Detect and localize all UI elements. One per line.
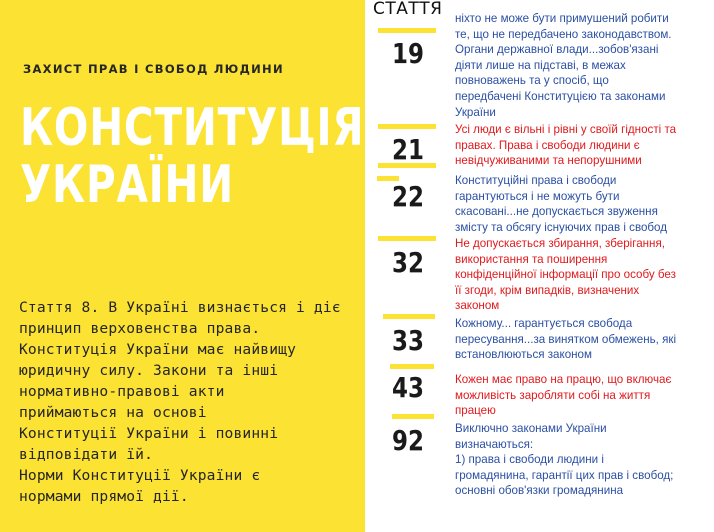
subtitle: ЗАХИСТ ПРАВ І СВОБОД ЛЮДИНИ xyxy=(23,62,284,76)
article-number-21: 21 xyxy=(392,133,424,166)
text-line: змісту та обсягу існуючих прав і свобод xyxy=(455,220,668,234)
text-line: визначаються: xyxy=(455,437,534,451)
text-line: гарантуються і не можуть бути xyxy=(455,189,620,203)
text-line: основні обов'язки громадянина xyxy=(455,484,624,498)
article-8-line: принцип верховенства права. xyxy=(19,320,261,337)
article-8-line: відповідати їй. xyxy=(19,446,154,463)
text-line: Кожному... гарантується свобода xyxy=(455,317,633,330)
text-line: громадянина, гарантії цих прав і свобод; xyxy=(455,468,674,482)
accent-bar xyxy=(392,414,434,419)
article-8-line: юридичну силу. Закони та інші xyxy=(19,362,279,379)
article-number-92: 92 xyxy=(392,424,424,457)
text-line: ніхто не може бути примушений робити xyxy=(455,12,669,25)
article-8-line: Конституція України має найвищу xyxy=(19,341,297,358)
accent-bar xyxy=(378,236,436,241)
text-line: повноважень та у спосіб, що xyxy=(455,74,609,88)
article-33-text xyxy=(455,316,705,363)
text-line: можливість заробляти собі на життя xyxy=(455,388,651,402)
text-line: Кожен має право на працю, що включає xyxy=(455,373,672,386)
text-line: Не допускається збирання, зберігання, xyxy=(455,237,665,250)
text-line: використання та поширення xyxy=(455,252,608,266)
article-8-line: Норми Конституції України є xyxy=(19,467,261,484)
accent-bar xyxy=(390,364,434,369)
page-title-line1: КОНСТИТУЦІЯ xyxy=(20,98,365,158)
text-line: конфіденційної інформації про особу без xyxy=(455,268,676,282)
article-8-text xyxy=(19,297,359,507)
article-43-text xyxy=(455,372,705,419)
article-8-line: Стаття 8. В Україні визнається і діє xyxy=(19,299,341,316)
articles-header: СТАТТЯ xyxy=(373,0,443,19)
text-line: встановлюються законом xyxy=(455,348,592,362)
article-8-line: приймаються на основі xyxy=(19,404,207,421)
text-line: діяти лише на підставі, в межах xyxy=(455,58,626,72)
text-line: Виключно законами України xyxy=(455,422,607,435)
article-number-43: 43 xyxy=(392,371,424,404)
article-number-33: 33 xyxy=(392,324,424,357)
text-line: Органи державної влади...зобов'язані xyxy=(455,43,659,57)
text-line: працею xyxy=(455,404,496,418)
accent-bar xyxy=(378,124,436,129)
text-line: 1) права і свободи людини і xyxy=(455,453,604,467)
text-line: невідчуживаними та непорушними xyxy=(455,154,642,168)
accent-bar xyxy=(383,314,435,319)
article-8-line: нормами прямої дії. xyxy=(19,488,189,505)
text-line: Усі люди є вільні і рівні у своїй гідності та xyxy=(455,123,677,136)
article-8-line: Конституції України і повинні xyxy=(19,425,279,442)
article-32-text xyxy=(455,236,705,314)
article-8-line: нормативно-правові акти xyxy=(19,383,225,400)
article-21-text xyxy=(455,122,705,169)
article-19-text xyxy=(455,11,705,120)
text-line: законом xyxy=(455,299,500,313)
article-number-32: 32 xyxy=(392,246,424,279)
article-number-22: 22 xyxy=(392,180,424,213)
text-line: її згоди, крім випадків, визначених xyxy=(455,283,640,297)
article-22-text xyxy=(455,173,705,235)
text-line: пересування...за винятком обмежень, які xyxy=(455,332,677,346)
text-line: скасовані...не допускається звуження xyxy=(455,205,658,219)
text-line: України xyxy=(455,105,496,119)
text-line: передбачені Конституцією та законами xyxy=(455,89,666,103)
text-line: Конституційні права і свободи xyxy=(455,174,617,187)
page-title-line2: УКРАЇНИ xyxy=(20,155,234,215)
accent-bar xyxy=(378,28,436,33)
article-92-text xyxy=(455,421,705,499)
article-number-19: 19 xyxy=(392,37,424,70)
text-line: правах. Права і свободи людини є xyxy=(455,138,640,152)
text-line: те, що не передбачено законодавством. xyxy=(455,27,672,41)
